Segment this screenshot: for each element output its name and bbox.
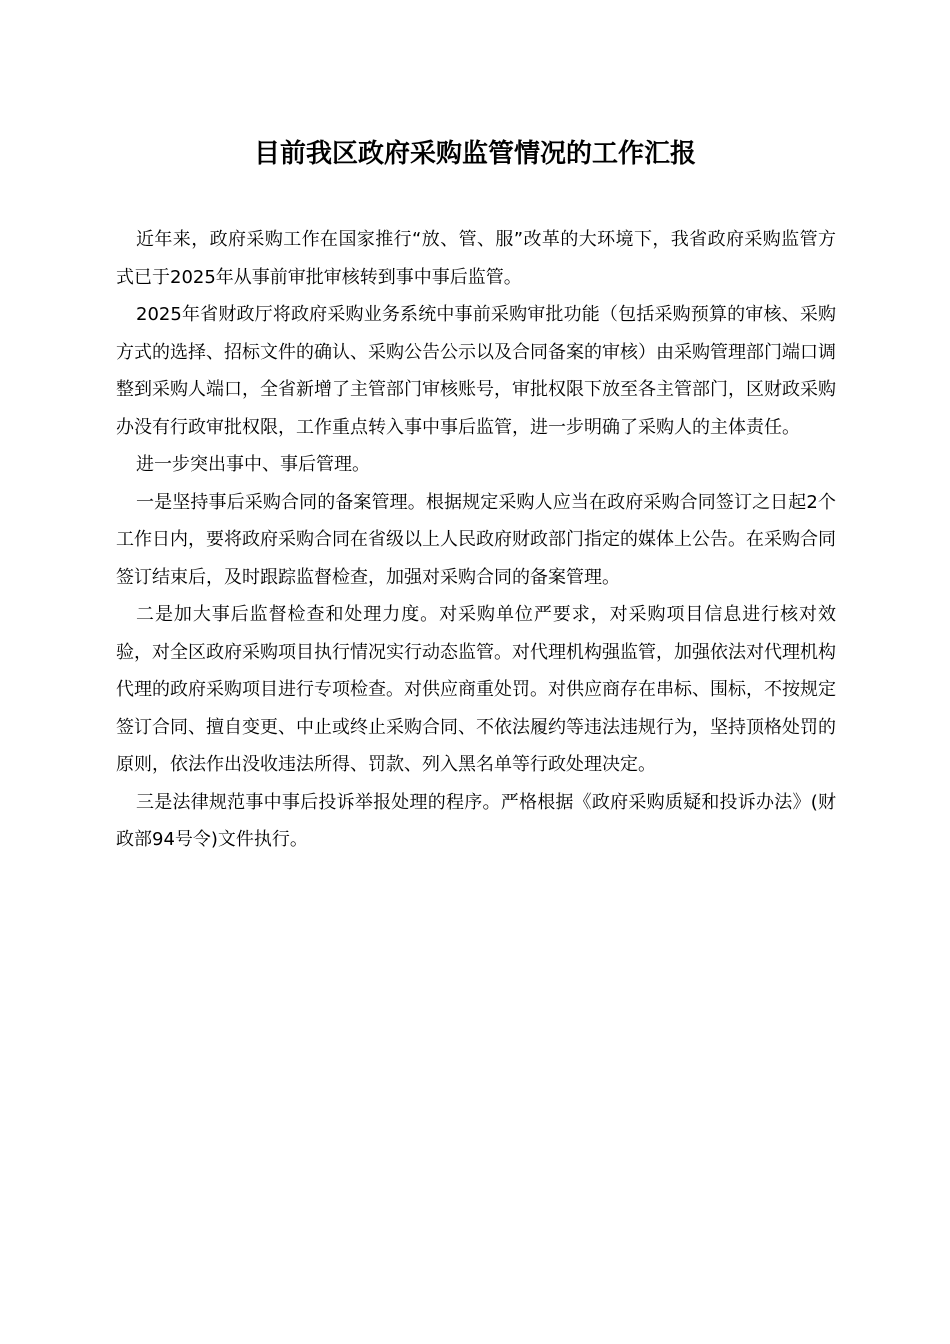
document-body — [116, 221, 836, 859]
paragraph-point-three: 三是法律规范事中事后投诉举报处理的程序。严格根据《政府采购质疑和投诉办法》(财政部94号令)文件执行。 — [116, 791, 836, 850]
paragraph-point-two: 二是加大事后监督检查和处理力度。对采购单位严要求，对采购项目信息进行核对效验，对全区政府采购项目执行情况实行动态监管。对代理机构强监管，加强依法对代理机构代理的政府采购项目进行专项检查。对供应商重处罚。对供应商存在串标、围标，不按规定签订合同、擅自变更、中止或终止采购合同、不依法履约等违法违规行为，坚持顶格处罚的原则，依法作出没收违法所得、罚款、列入黑名单等行政处理决定。 — [116, 604, 836, 775]
paragraph-intro: 近年来，政府采购工作在国家推行“放、管、服”改革的大环境下，我省政府采购监管方式已于2025年从事前审批审核转到事中事后监管。 — [116, 229, 836, 288]
document-title: 目前我区政府采购监管情况的工作汇报 — [253, 139, 696, 169]
paragraph-management-heading: 进一步突出事中、事后管理。 — [136, 454, 370, 475]
paragraph-point-one: 一是坚持事后采购合同的备案管理。根据规定采购人应当在政府采购合同签订之日起2个工作日内，要将政府采购合同在省级以上人民政府财政部门指定的媒体上公告。在采购合同签订结束后，及时跟踪监督检查，加强对采购合同的备案管理。 — [116, 491, 836, 588]
paragraph-2025-reform: 2025年省财政厅将政府采购业务系统中事前采购审批功能（包括采购预算的审核、采购方式的选择、招标文件的确认、采购公告公示以及合同备案的审核）由采购管理部门端口调整到采购人端口，全省新增了主管部门审核账号，审批权限下放至各主管部门，区财政采购办没有行政审批权限，工作重点转入事中事后监管，进一步明确了采购人的主体责任。 — [116, 304, 836, 438]
